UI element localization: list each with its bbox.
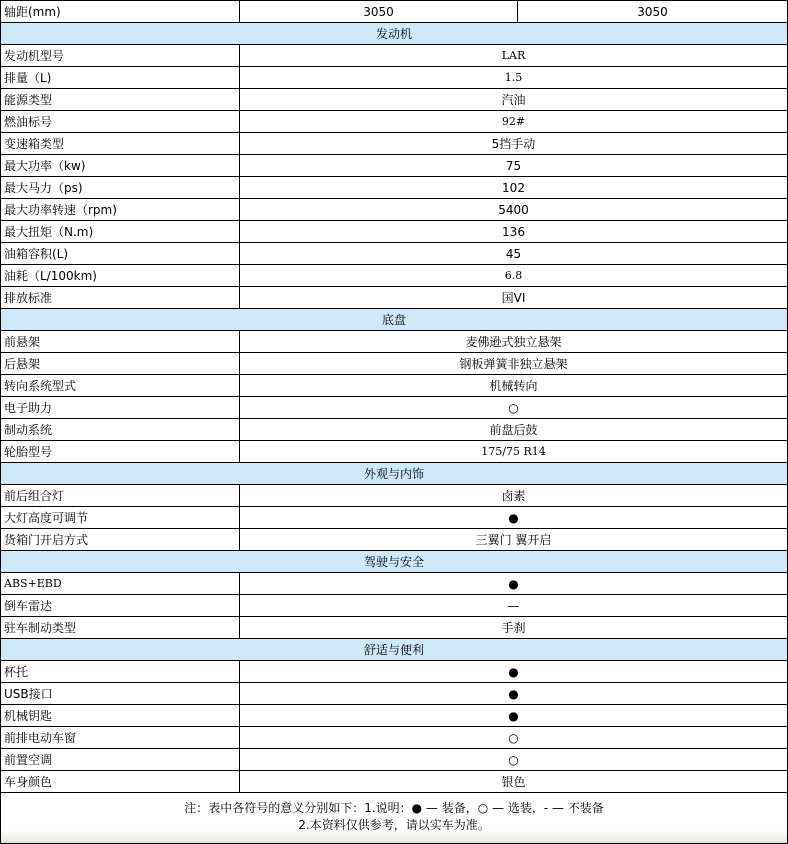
spec-value: ● <box>240 683 788 705</box>
spec-value: 45 <box>240 243 788 265</box>
spec-row <box>1 419 788 441</box>
spec-row <box>1 617 788 639</box>
section-header <box>1 23 788 45</box>
spec-label: 转向系统型式 <box>1 375 240 397</box>
spec-value: 卤素 <box>240 485 788 507</box>
spec-row <box>1 221 788 243</box>
spec-row <box>1 155 788 177</box>
spec-value: ○ <box>240 749 788 771</box>
spec-value: 前盘后鼓 <box>240 419 788 441</box>
spec-row <box>1 507 788 529</box>
spec-row <box>1 89 788 111</box>
spec-value: 5400 <box>240 199 788 221</box>
spec-row <box>1 661 788 683</box>
spec-label: 机械钥匙 <box>1 705 240 727</box>
spec-value: — <box>240 595 788 617</box>
spec-row <box>1 133 788 155</box>
spec-value: ○ <box>240 727 788 749</box>
spec-value: 汽油 <box>240 89 788 111</box>
footnote-row <box>1 793 788 844</box>
spec-row <box>1 441 788 463</box>
spec-label: 最大扭矩（N.m) <box>1 221 240 243</box>
spec-row <box>1 529 788 551</box>
spec-value: ○ <box>240 397 788 419</box>
spec-row <box>1 485 788 507</box>
spec-value: 国VI <box>240 287 788 309</box>
spec-row <box>1 287 788 309</box>
spec-value: 机械转向 <box>240 375 788 397</box>
spec-row <box>1 177 788 199</box>
spec-label: 前悬架 <box>1 331 240 353</box>
spec-row <box>1 243 788 265</box>
spec-value: 手刹 <box>240 617 788 639</box>
spec-label: 前排电动车窗 <box>1 727 240 749</box>
spec-row <box>1 749 788 771</box>
spec-table-body <box>1 1 788 844</box>
spec-row <box>1 595 788 617</box>
spec-label: 燃油标号 <box>1 111 240 133</box>
spec-row <box>1 705 788 727</box>
section-title: 底盘 <box>1 309 788 331</box>
wheelbase-row <box>1 1 788 23</box>
spec-row <box>1 265 788 287</box>
spec-label: 变速箱类型 <box>1 133 240 155</box>
spec-label: 车身颜色 <box>1 771 240 793</box>
spec-row <box>1 111 788 133</box>
section-header <box>1 309 788 331</box>
spec-label: 最大功率（kw) <box>1 155 240 177</box>
spec-label: 油耗（L/100km) <box>1 265 240 287</box>
footnote-line-2: 2.本资料仅供参考，请以实车为准。 <box>298 818 490 832</box>
spec-value: 6.8 <box>240 265 788 287</box>
spec-label: 电子助力 <box>1 397 240 419</box>
footnote-line-1: 注：表中各符号的意义分别如下：1.说明：● — 装备，○ — 选装，- — 不装备 <box>184 801 604 815</box>
spec-row <box>1 67 788 89</box>
spec-label: 前后组合灯 <box>1 485 240 507</box>
spec-row <box>1 45 788 67</box>
spec-label: 后悬架 <box>1 353 240 375</box>
spec-value: 102 <box>240 177 788 199</box>
spec-value: 75 <box>240 155 788 177</box>
spec-row <box>1 573 788 595</box>
spec-row <box>1 771 788 793</box>
spec-label: USB接口 <box>1 683 240 705</box>
wheelbase-label: 轴距(mm) <box>1 1 240 23</box>
spec-label: 前置空调 <box>1 749 240 771</box>
spec-label: 最大马力（ps) <box>1 177 240 199</box>
spec-row <box>1 397 788 419</box>
spec-value: 银色 <box>240 771 788 793</box>
section-header <box>1 551 788 573</box>
spec-value: 175/75 R14 <box>240 441 788 463</box>
section-title: 外观与内饰 <box>1 463 788 485</box>
spec-label: 最大功率转速（rpm) <box>1 199 240 221</box>
spec-label: 排放标准 <box>1 287 240 309</box>
spec-label: 大灯高度可调节 <box>1 507 240 529</box>
wheelbase-value-1: 3050 <box>240 1 518 23</box>
wheelbase-value-2: 3050 <box>518 1 788 23</box>
spec-label: 货箱门开启方式 <box>1 529 240 551</box>
section-title: 舒适与便利 <box>1 639 788 661</box>
spec-value: ● <box>240 705 788 727</box>
spec-row <box>1 727 788 749</box>
spec-label: 驻车制动类型 <box>1 617 240 639</box>
section-title: 驾驶与安全 <box>1 551 788 573</box>
spec-label: 排量（L) <box>1 67 240 89</box>
spec-value: 钢板弹簧非独立悬架 <box>240 353 788 375</box>
spec-row <box>1 199 788 221</box>
section-header <box>1 639 788 661</box>
spec-value: ● <box>240 661 788 683</box>
section-title: 发动机 <box>1 23 788 45</box>
spec-label: 能源类型 <box>1 89 240 111</box>
spec-label: 轮胎型号 <box>1 441 240 463</box>
spec-row <box>1 683 788 705</box>
spec-label: 发动机型号 <box>1 45 240 67</box>
spec-label: ABS+EBD <box>1 573 240 595</box>
spec-label: 油箱容积(L) <box>1 243 240 265</box>
spec-value: LAR <box>240 45 788 67</box>
spec-row <box>1 331 788 353</box>
spec-value: ● <box>240 573 788 595</box>
spec-label: 杯托 <box>1 661 240 683</box>
spec-value: 三翼门 翼开启 <box>240 529 788 551</box>
spec-value: 5挡手动 <box>240 133 788 155</box>
spec-value: 麦佛逊式独立悬架 <box>240 331 788 353</box>
spec-label: 制动系统 <box>1 419 240 441</box>
spec-value: 136 <box>240 221 788 243</box>
footnote <box>1 793 788 844</box>
spec-label: 倒车雷达 <box>1 595 240 617</box>
spec-value: ● <box>240 507 788 529</box>
spec-row <box>1 375 788 397</box>
spec-value: 92# <box>240 111 788 133</box>
section-header <box>1 463 788 485</box>
spec-value: 1.5 <box>240 67 788 89</box>
spec-row <box>1 353 788 375</box>
